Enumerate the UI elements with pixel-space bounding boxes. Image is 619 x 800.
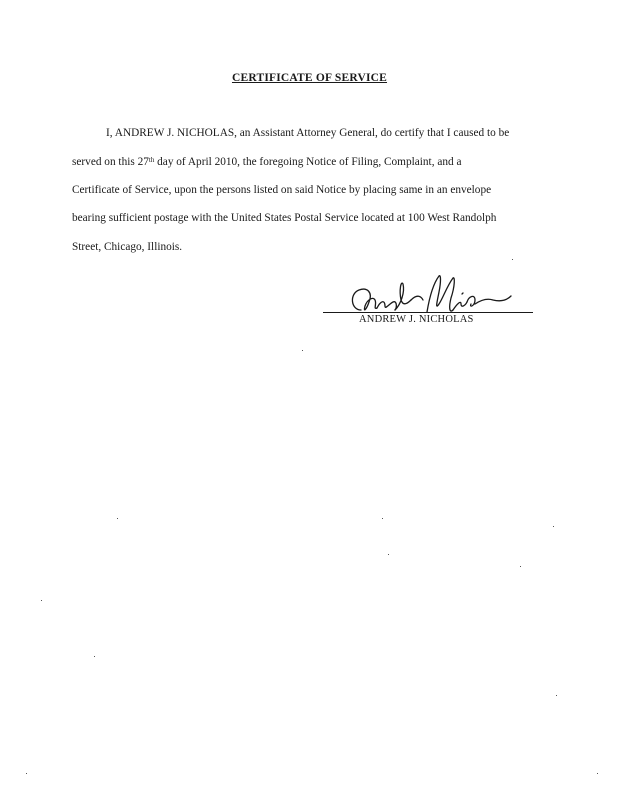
document-title: CERTIFICATE OF SERVICE bbox=[231, 72, 388, 84]
scan-speck bbox=[302, 350, 303, 351]
scan-speck bbox=[26, 773, 27, 774]
paragraph-line-3: Certificate of Service, upon the persons listed on said Notice by placing same in an envelope bbox=[72, 184, 492, 196]
signature-block bbox=[323, 270, 535, 330]
ordinal-suffix: th bbox=[148, 156, 155, 164]
paragraph-line-2 bbox=[72, 155, 462, 169]
scan-speck bbox=[556, 695, 557, 696]
paragraph-line-2-after: day of April 2010, the foregoing Notice of Filing, Complaint, and a bbox=[154, 156, 462, 168]
paragraph-line-1: I, ANDREW J. NICHOLAS, an Assistant Attorney General, do certify that I caused to be bbox=[106, 127, 510, 139]
scan-speck bbox=[388, 554, 389, 555]
scan-speck bbox=[41, 600, 42, 601]
scan-speck bbox=[512, 259, 513, 260]
signature-line bbox=[323, 312, 533, 313]
scan-speck bbox=[520, 566, 521, 567]
scan-speck bbox=[94, 656, 95, 657]
scan-speck bbox=[553, 526, 554, 527]
paragraph-line-2-before: served on this 27 bbox=[72, 156, 149, 168]
paragraph-line-4: bearing sufficient postage with the United States Postal Service located at 100 West Randolph bbox=[72, 212, 497, 224]
scan-speck bbox=[382, 518, 383, 519]
signer-name: ANDREW J. NICHOLAS bbox=[359, 314, 474, 325]
scan-speck bbox=[597, 773, 598, 774]
paragraph-line-5: Street, Chicago, Illinois. bbox=[72, 241, 183, 253]
scan-speck bbox=[117, 518, 118, 519]
